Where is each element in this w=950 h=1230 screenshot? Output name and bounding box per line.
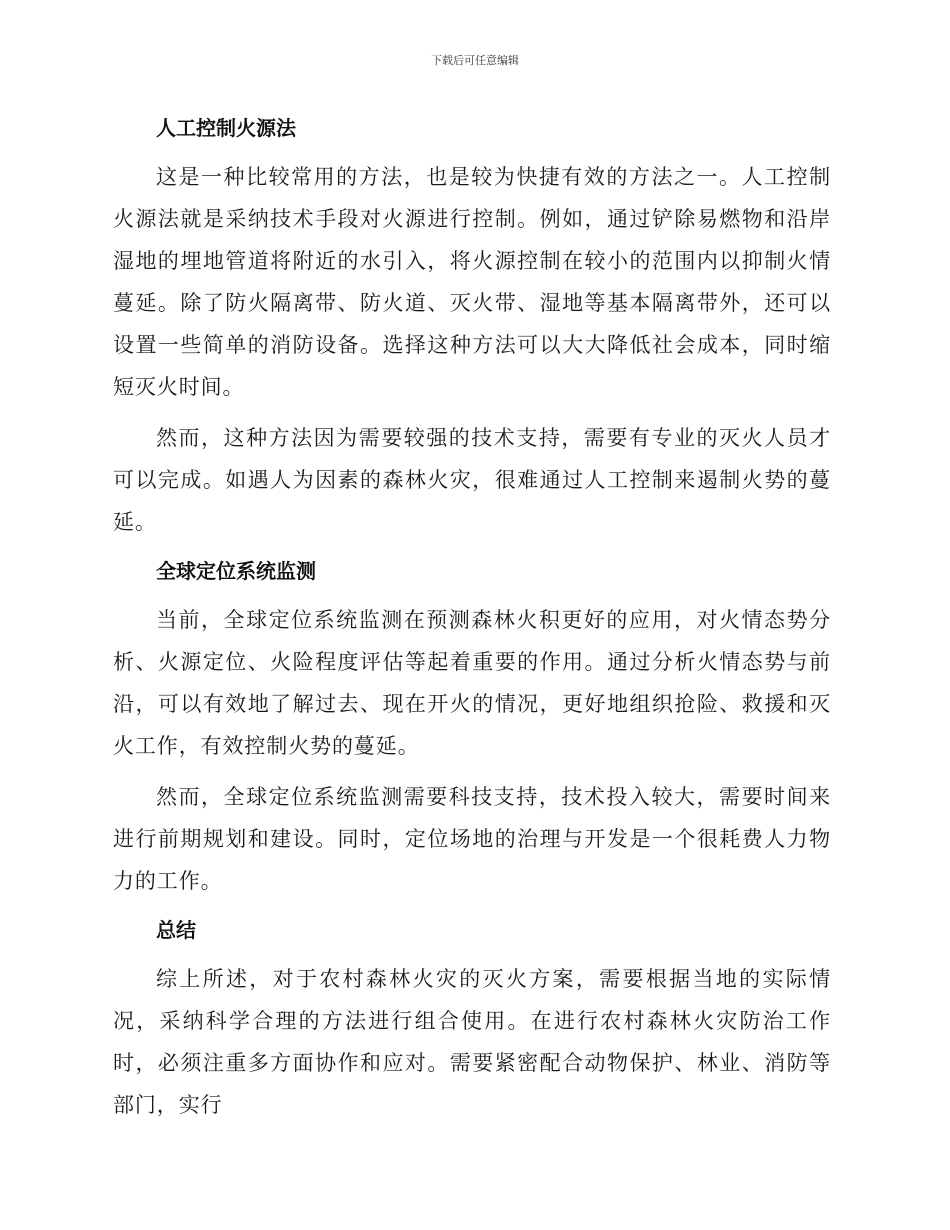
section-heading: 总结 [156,918,196,942]
section-manual-fire-control [113,108,831,551]
section-heading: 人工控制火源法 [156,116,296,140]
page-header: 下载后可任意编辑 [431,54,519,67]
section-heading: 全球定位系统监测 [156,559,316,583]
document-body [113,108,831,1126]
paragraph: 这是一种比较常用的方法，也是较为快捷有效的方法之一。人工控制火源法就是采纳技术手段对火源进行控制。例如，通过铲除易燃物和沿岸湿地的埋地管道将附近的水引入，将火源控制在较小的范围内以抑制火情蔓延。除了防火隔离带、防火道、灭火带、湿地等基本隔离带外，还可以设置一些简单的消防设备。选择这种方法可以大大降低社会成本，同时缩短灭火时间。 [113,165,831,399]
section-summary [113,910,831,1126]
paragraph: 当前，全球定位系统监测在预测森林火积更好的应用，对火情态势分析、火源定位、火险程度评估等起着重要的作用。通过分析火情态势与前沿，可以有效地了解过去、现在开火的情况，更好地组织抢险、救援和灭火工作，有效控制火势的蔓延。 [113,608,831,758]
paragraph: 然而，全球定位系统监测需要科技支持，技术投入较大，需要时间来进行前期规划和建设。同时，定位场地的治理与开发是一个很耗费人力物力的工作。 [113,785,831,893]
paragraph: 综上所述，对于农村森林火灾的灭火方案，需要根据当地的实际情况，采纳科学合理的方法进行组合使用。在进行农村森林火灾防治工作时，必须注重多方面协作和应对。需要紧密配合动物保护、林业、消防等部门，实行 [113,967,831,1117]
paragraph: 然而，这种方法因为需要较强的技术支持，需要有专业的灭火人员才可以完成。如遇人为因素的森林火灾，很难通过人工控制来遏制火势的蔓延。 [113,426,831,534]
section-gps-monitoring [113,551,831,910]
